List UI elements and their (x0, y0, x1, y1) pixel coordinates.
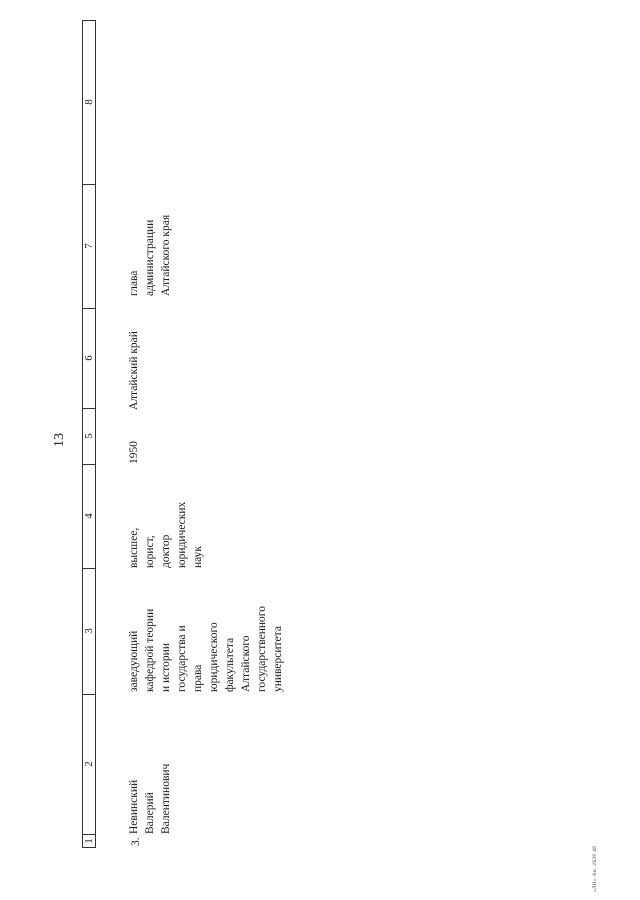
cell-position: заведующий кафедрой теории и истории государства и права юридического факультета Алтайского государственного университета (128, 606, 284, 692)
column-number-6: 6 (83, 308, 95, 409)
column-number-8: 8 (83, 20, 95, 185)
column-number-header (82, 20, 96, 848)
column-number-5: 5 (83, 408, 95, 465)
cell-region: Алтайский край (128, 331, 140, 410)
column-number-2: 2 (83, 694, 95, 835)
cell-birth-year: 1950 (128, 441, 140, 464)
cell-job-title: глава администрации Алтайского края (128, 214, 172, 296)
column-number-1: 1 (83, 838, 95, 844)
column-number-4: 4 (83, 464, 95, 569)
cell-education: высшее, юрист, доктор юридических наук (128, 501, 204, 568)
footer-stamp: «ЛН» Ан. 2639 48 (593, 845, 598, 892)
row-index: 3. (130, 837, 142, 846)
cell-full-name: Невинский Валерий Валентинович (128, 763, 172, 834)
column-number-7: 7 (83, 184, 95, 309)
page-number: 13 (52, 433, 67, 447)
column-number-3: 3 (83, 568, 95, 695)
